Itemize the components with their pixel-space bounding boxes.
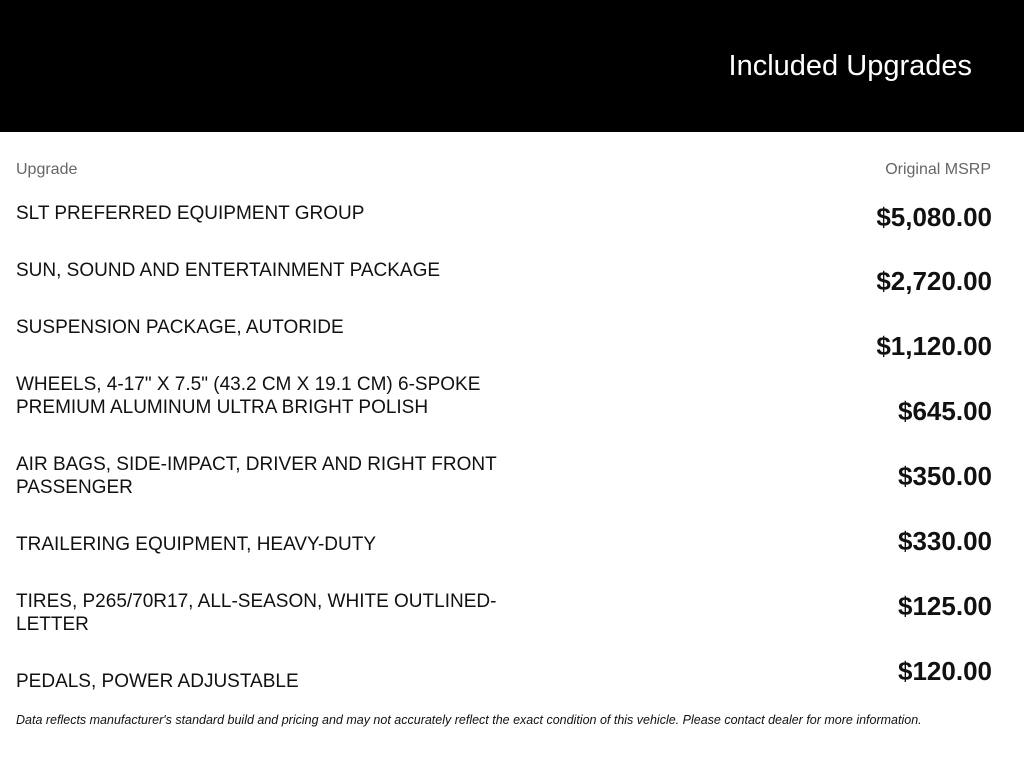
upgrade-name: TRAILERING EQUIPMENT, HEAVY-DUTY (16, 534, 377, 555)
msrp-price: $1,120.00 (876, 331, 992, 361)
column-header-upgrade: Upgrade (16, 161, 78, 178)
msrp-price: $350.00 (898, 461, 992, 491)
page-title: Included Upgrades (728, 50, 972, 82)
msrp-price: $125.00 (898, 591, 992, 621)
upgrade-name: TIRES, P265/70R17, ALL-SEASON, WHITE OUTLINED-LETTER (16, 591, 497, 635)
msrp-price: $5,080.00 (876, 202, 992, 232)
upgrade-name: PEDALS, POWER ADJUSTABLE (16, 671, 299, 692)
msrp-price: $330.00 (898, 526, 992, 556)
column-header-msrp: Original MSRP (885, 161, 991, 178)
upgrade-name: WHEELS, 4-17" X 7.5" (43.2 CM X 19.1 CM) 6-SPOKE PREMIUM ALUMINUM ULTRA BRIGHT POLISH (16, 374, 481, 418)
upgrade-name: SLT PREFERRED EQUIPMENT GROUP (16, 203, 365, 224)
header-bar (0, 0, 1024, 132)
msrp-price: $2,720.00 (876, 266, 992, 296)
upgrade-name: SUSPENSION PACKAGE, AUTORIDE (16, 317, 344, 338)
disclaimer-text: Data reflects manufacturer's standard build and pricing and may not accurately reflect the exact condition of this vehicle. Please contact dealer for more information. (16, 713, 922, 727)
msrp-price: $645.00 (898, 396, 992, 426)
upgrade-name: AIR BAGS, SIDE-IMPACT, DRIVER AND RIGHT FRONT PASSENGER (16, 454, 497, 498)
msrp-price: $120.00 (898, 656, 992, 686)
upgrade-name: SUN, SOUND AND ENTERTAINMENT PACKAGE (16, 260, 441, 281)
